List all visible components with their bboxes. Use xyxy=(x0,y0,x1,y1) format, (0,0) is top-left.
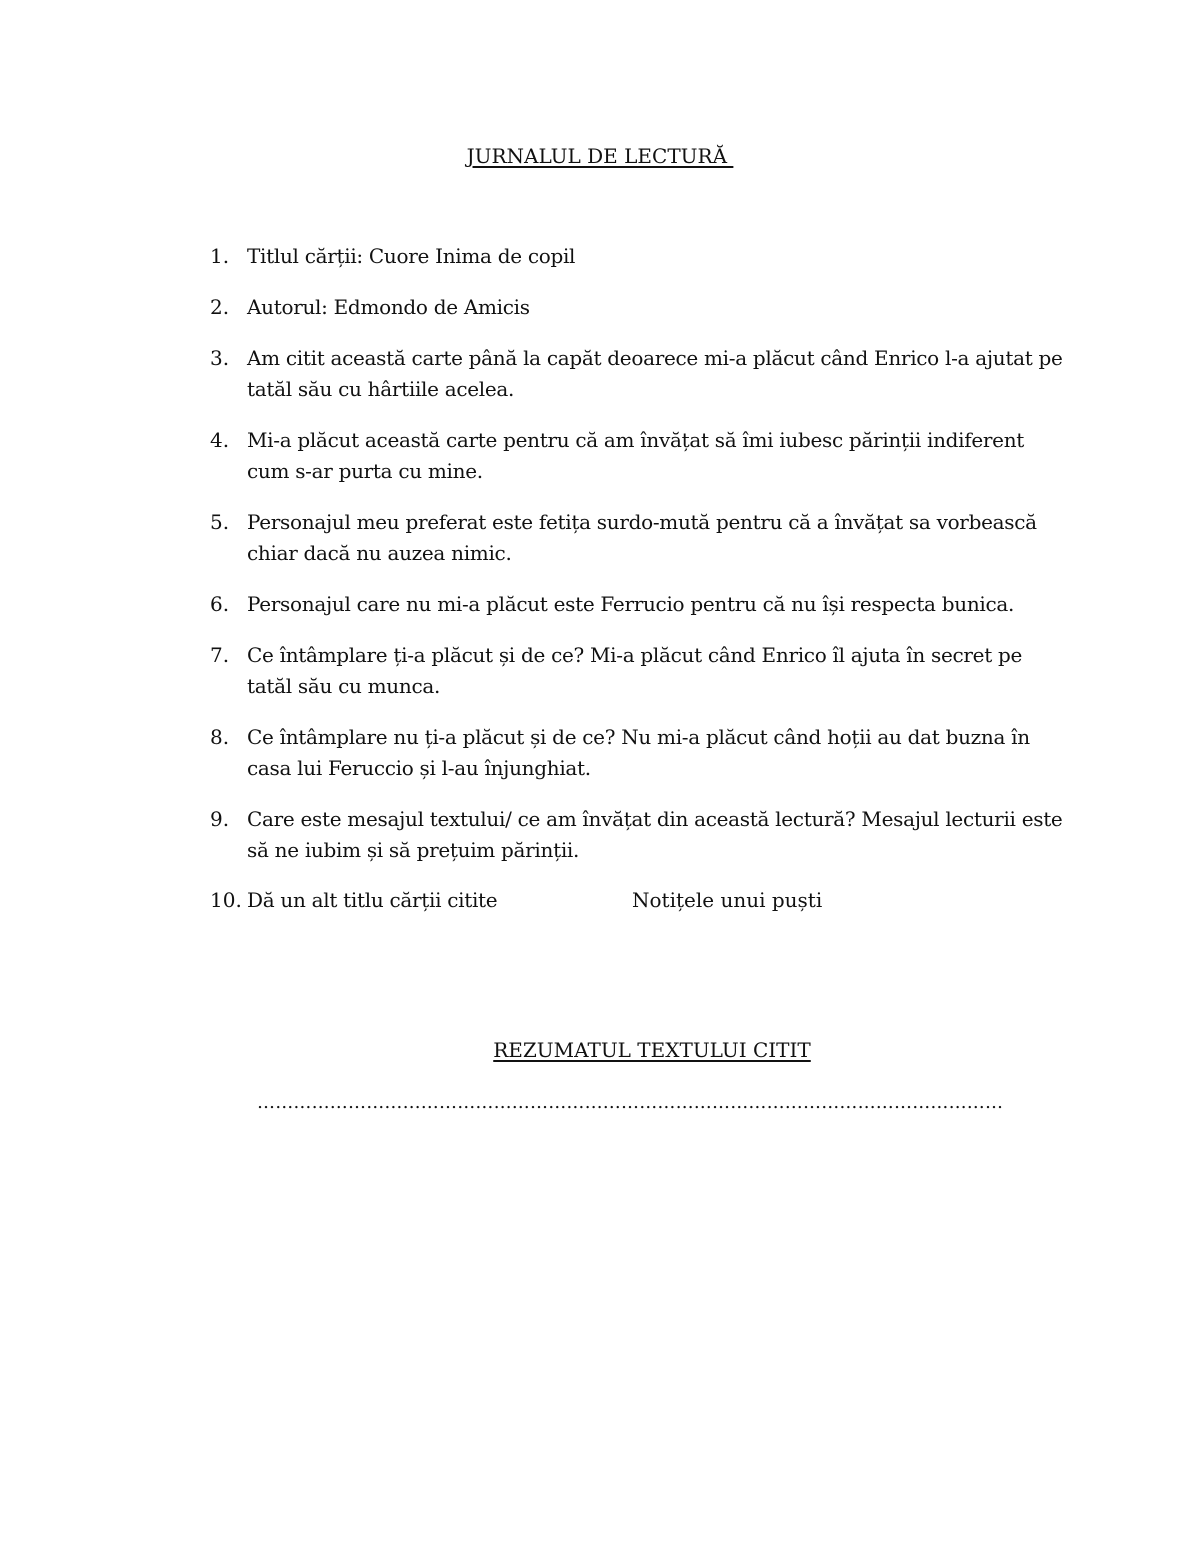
summary-placeholder-dots: …………………………………………………………………………………………………………… xyxy=(257,1092,1004,1113)
item-text: Autorul: Edmondo de Amicis xyxy=(247,295,530,319)
item-number: 4. xyxy=(210,428,230,452)
item-number: 5. xyxy=(210,510,230,534)
item-text: Personajul care nu mi-a plăcut este Ferrucio pentru că nu își respecta bunica. xyxy=(247,592,1015,616)
item-text: Am citit această carte până la capăt deoarece mi-a plăcut când Enrico l-a ajutat pe tatăl său cu hârtiile acelea. xyxy=(247,346,1063,401)
item-number: 3. xyxy=(210,346,230,370)
item-text: Dă un alt titlu cărții citite xyxy=(247,888,498,912)
item-number: 9. xyxy=(210,807,230,831)
item-number: 6. xyxy=(210,592,230,616)
item-text: Mi-a plăcut această carte pentru că am învățat să îmi iubesc părinții indiferent cum s-ar purta cu mine. xyxy=(247,428,1025,483)
item-number: 8. xyxy=(210,725,230,749)
item-text: Ce întâmplare nu ți-a plăcut și de ce? Nu mi-a plăcut când hoții au dat buzna în casa lui Feruccio și l-au înjunghiat. xyxy=(247,725,1030,780)
summary-title: REZUMATUL TEXTULUI CITIT xyxy=(493,1038,811,1062)
item-number: 2. xyxy=(210,295,230,319)
item-number: 1. xyxy=(210,244,230,268)
alternative-title-answer: Notițele unui puști xyxy=(632,888,823,912)
item-text: Personajul meu preferat este fetița surdo-mută pentru că a învățat sa vorbească chiar dacă nu auzea nimic. xyxy=(247,510,1037,565)
item-text: Care este mesajul textului/ ce am învățat din această lectură? Mesajul lecturii este să ne iubim și să prețuim părinții. xyxy=(247,807,1063,862)
item-text: Ce întâmplare ți-a plăcut și de ce? Mi-a plăcut când Enrico îl ajuta în secret pe tatăl său cu munca. xyxy=(247,643,1023,698)
item-number: 10. xyxy=(210,888,242,912)
page-title: JURNALUL DE LECTURĂ xyxy=(466,144,734,168)
item-text: Titlul cărții: Cuore Inima de copil xyxy=(247,244,576,268)
item-number: 7. xyxy=(210,643,230,667)
